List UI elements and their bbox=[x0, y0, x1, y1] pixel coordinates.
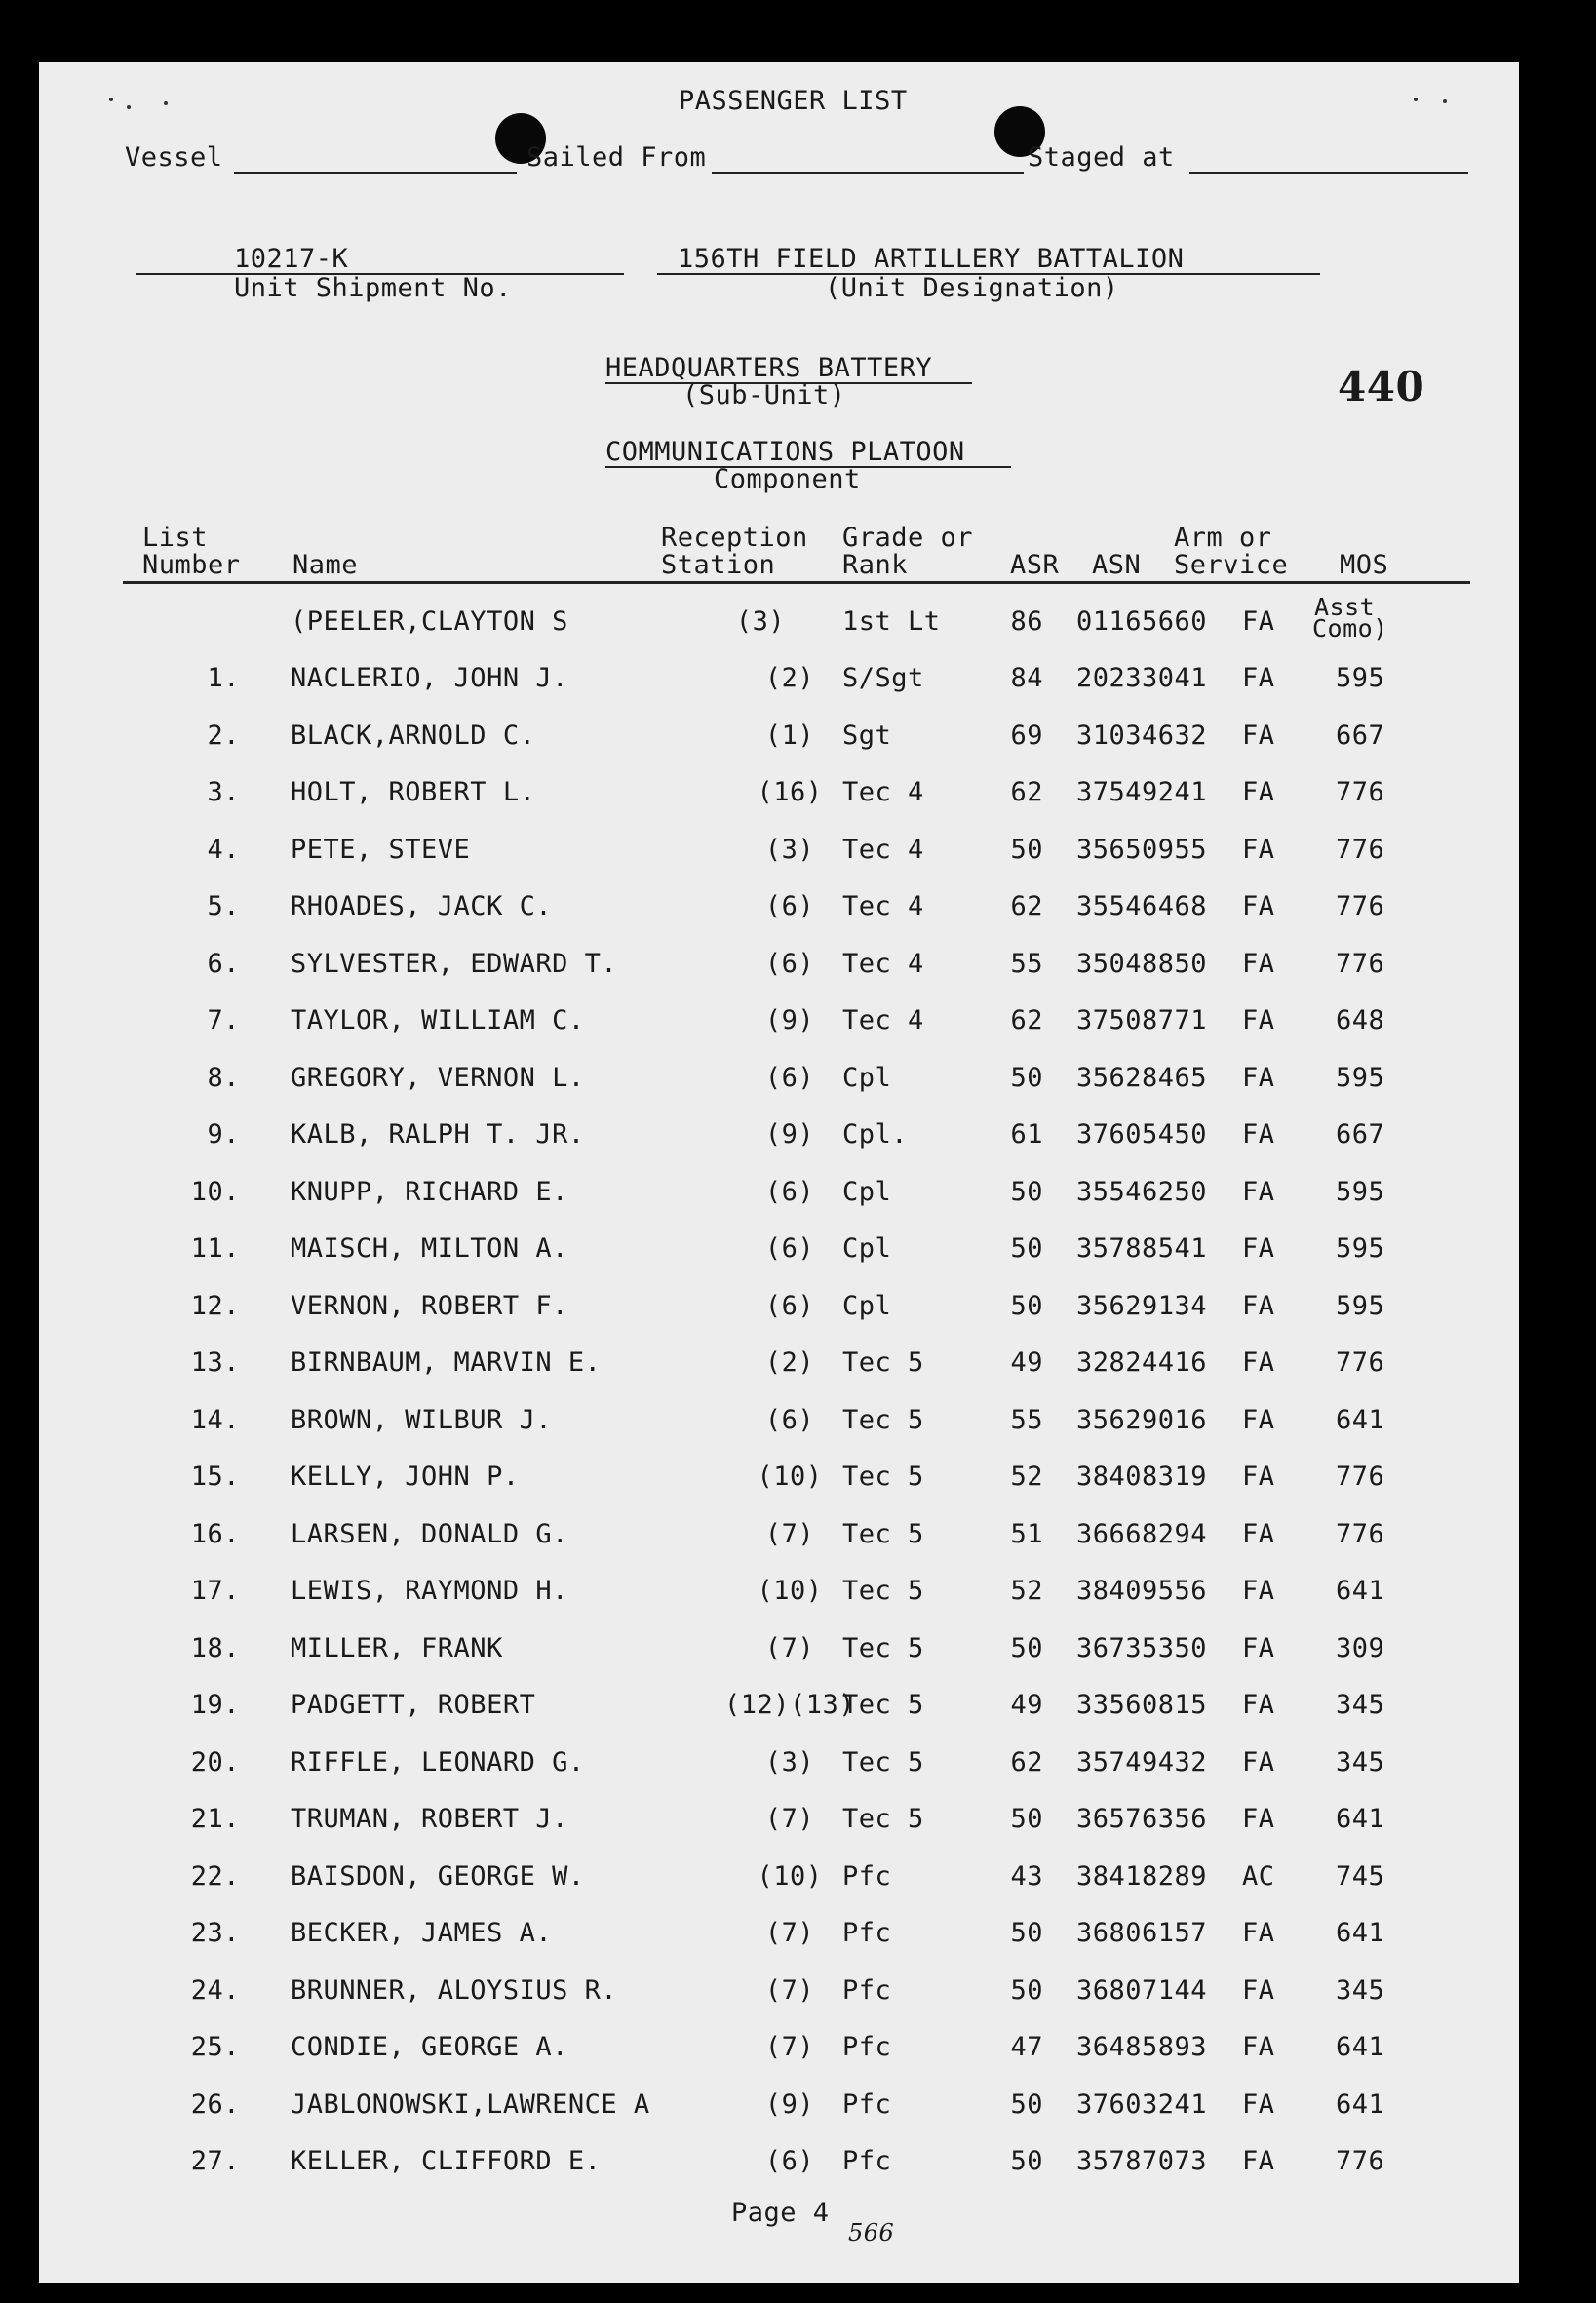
row-arm: FA bbox=[1242, 2032, 1275, 2062]
row-mos: 667 bbox=[1336, 1119, 1385, 1150]
row-station: (6) bbox=[764, 1177, 815, 1207]
row-mos: 776 bbox=[1336, 1347, 1385, 1378]
passenger-list-page bbox=[39, 62, 1519, 2283]
row-number: 20. bbox=[190, 1747, 240, 1777]
row-name: NACLERIO, JOHN J. bbox=[291, 663, 568, 693]
row-station: (6) bbox=[764, 1291, 815, 1321]
row-number: 25. bbox=[190, 2032, 240, 2062]
row-asn: 32824416 bbox=[1076, 1347, 1208, 1378]
row-station: (10) bbox=[757, 1576, 823, 1606]
component-name: COMMUNICATIONS PLATOON bbox=[605, 437, 965, 467]
row-arm: FA bbox=[1242, 1233, 1275, 1264]
row-asr: 47 bbox=[1010, 2032, 1043, 2062]
row-asn: 36806157 bbox=[1076, 1918, 1208, 1948]
row-arm: FA bbox=[1242, 1576, 1275, 1606]
row-asn: 37603241 bbox=[1076, 2089, 1208, 2120]
row-station: (9) bbox=[764, 2089, 815, 2120]
unit-shipment-number: 10217-K bbox=[234, 244, 349, 274]
vessel-line bbox=[234, 172, 517, 174]
row-grade: Tec 5 bbox=[842, 1576, 924, 1606]
row-name: HOLT, ROBERT L. bbox=[291, 777, 536, 807]
row-arm: FA bbox=[1242, 1405, 1275, 1435]
row-asr: 50 bbox=[1010, 1975, 1043, 2006]
row-number: 18. bbox=[190, 1633, 240, 1663]
staged-at-line bbox=[1189, 172, 1468, 174]
row-asr: 50 bbox=[1010, 1063, 1043, 1093]
col-header-reception-1: Reception bbox=[661, 523, 808, 553]
row-grade: Tec 5 bbox=[842, 1405, 924, 1435]
row-station: (1) bbox=[764, 721, 815, 751]
row-number: 9. bbox=[207, 1119, 240, 1150]
row-name: KNUPP, RICHARD E. bbox=[291, 1177, 568, 1207]
row-asn: 36668294 bbox=[1076, 1519, 1208, 1549]
row-grade: Tec 5 bbox=[842, 1747, 924, 1777]
page-title: PASSENGER LIST bbox=[679, 86, 908, 116]
row-asn: 35629016 bbox=[1076, 1405, 1208, 1435]
row-asr: 61 bbox=[1010, 1119, 1043, 1150]
row-arm: FA bbox=[1242, 891, 1275, 921]
row-asr: 50 bbox=[1010, 1291, 1043, 1321]
speck bbox=[127, 105, 131, 109]
row-asn: 36576356 bbox=[1076, 1804, 1208, 1834]
row-name: BLACK,ARNOLD C. bbox=[291, 721, 536, 751]
row-name: BECKER, JAMES A. bbox=[291, 1918, 553, 1948]
row-number: 12. bbox=[190, 1291, 240, 1321]
row-mos: 595 bbox=[1336, 1291, 1385, 1321]
row-asr: 51 bbox=[1010, 1519, 1043, 1549]
row-number: 16. bbox=[190, 1519, 240, 1549]
speck bbox=[164, 101, 168, 105]
row-grade: Pfc bbox=[842, 2032, 892, 2062]
row-name: VERNON, ROBERT F. bbox=[291, 1291, 568, 1321]
row-asn: 36485893 bbox=[1076, 2032, 1208, 2062]
row-asr: 50 bbox=[1010, 1918, 1043, 1948]
row-number: 24. bbox=[190, 1975, 240, 2006]
row-asr: 50 bbox=[1010, 1633, 1043, 1663]
officer-grade: 1st Lt bbox=[842, 606, 941, 637]
row-asn: 35650955 bbox=[1076, 835, 1208, 865]
row-grade: Sgt bbox=[842, 721, 892, 751]
row-arm: FA bbox=[1242, 663, 1275, 693]
row-mos: 345 bbox=[1336, 1690, 1385, 1720]
row-grade: Tec 4 bbox=[842, 835, 924, 865]
row-arm: FA bbox=[1242, 1063, 1275, 1093]
sub-unit-name: HEADQUARTERS BATTERY bbox=[605, 353, 933, 383]
row-station: (6) bbox=[764, 2146, 815, 2176]
row-number: 7. bbox=[207, 1005, 240, 1035]
row-grade: Tec 5 bbox=[842, 1633, 924, 1663]
row-number: 3. bbox=[207, 777, 240, 807]
row-number: 22. bbox=[190, 1861, 240, 1892]
row-name: LARSEN, DONALD G. bbox=[291, 1519, 568, 1549]
sailed-from-label: Sailed From bbox=[526, 142, 707, 173]
row-station: (6) bbox=[764, 1233, 815, 1264]
row-mos: 776 bbox=[1336, 891, 1385, 921]
row-asr: 55 bbox=[1010, 949, 1043, 979]
row-name: TAYLOR, WILLIAM C. bbox=[291, 1005, 585, 1035]
row-grade: Pfc bbox=[842, 1918, 892, 1948]
row-name: GREGORY, VERNON L. bbox=[291, 1063, 585, 1093]
row-arm: FA bbox=[1242, 777, 1275, 807]
col-header-list-1: List bbox=[142, 523, 209, 553]
row-mos: 776 bbox=[1336, 1462, 1385, 1492]
row-station: (7) bbox=[764, 2032, 815, 2062]
row-asr: 50 bbox=[1010, 1233, 1043, 1264]
speck bbox=[109, 98, 113, 101]
row-asr: 50 bbox=[1010, 2146, 1043, 2176]
row-asr: 69 bbox=[1010, 721, 1043, 751]
row-number: 2. bbox=[207, 721, 240, 751]
sailed-from-line bbox=[712, 172, 1024, 174]
row-mos: 641 bbox=[1336, 1576, 1385, 1606]
row-station: (7) bbox=[764, 1975, 815, 2006]
officer-name: (PEELER,CLAYTON S bbox=[291, 606, 568, 637]
row-asr: 84 bbox=[1010, 663, 1043, 693]
row-mos: 641 bbox=[1336, 1405, 1385, 1435]
handwritten-note: 566 bbox=[848, 2219, 895, 2246]
speck bbox=[1443, 99, 1447, 103]
row-number: 15. bbox=[190, 1462, 240, 1492]
vessel-label: Vessel bbox=[125, 142, 223, 173]
row-grade: Tec 5 bbox=[842, 1804, 924, 1834]
row-asr: 43 bbox=[1010, 1861, 1043, 1892]
row-mos: 648 bbox=[1336, 1005, 1385, 1035]
row-number: 13. bbox=[190, 1347, 240, 1378]
row-number: 19. bbox=[190, 1690, 240, 1720]
row-grade: Tec 5 bbox=[842, 1347, 924, 1378]
row-asn: 31034632 bbox=[1076, 721, 1208, 751]
row-arm: FA bbox=[1242, 835, 1275, 865]
row-mos: 595 bbox=[1336, 1177, 1385, 1207]
row-asn: 37508771 bbox=[1076, 1005, 1208, 1035]
row-asn: 36807144 bbox=[1076, 1975, 1208, 2006]
row-station: (7) bbox=[764, 1519, 815, 1549]
row-station: (9) bbox=[764, 1119, 815, 1150]
row-arm: FA bbox=[1242, 949, 1275, 979]
row-arm: FA bbox=[1242, 1747, 1275, 1777]
officer-mos-1: Asst bbox=[1314, 593, 1376, 621]
row-mos: 595 bbox=[1336, 663, 1385, 693]
row-number: 8. bbox=[207, 1063, 240, 1093]
row-asr: 62 bbox=[1010, 777, 1043, 807]
row-mos: 776 bbox=[1336, 1519, 1385, 1549]
row-station: (12)(13) bbox=[723, 1690, 856, 1720]
row-asr: 50 bbox=[1010, 2089, 1043, 2120]
col-header-arm-1: Arm or bbox=[1174, 523, 1272, 553]
row-asn: 35628465 bbox=[1076, 1063, 1208, 1093]
row-station: (7) bbox=[764, 1804, 815, 1834]
row-mos: 776 bbox=[1336, 2146, 1385, 2176]
row-station: (2) bbox=[764, 663, 815, 693]
row-mos: 667 bbox=[1336, 721, 1385, 751]
speck bbox=[1414, 98, 1418, 101]
header-rule bbox=[123, 581, 1470, 584]
row-grade: Cpl bbox=[842, 1177, 892, 1207]
row-arm: FA bbox=[1242, 1119, 1275, 1150]
row-mos: 776 bbox=[1336, 949, 1385, 979]
row-name: TRUMAN, ROBERT J. bbox=[291, 1804, 568, 1834]
row-name: KELLER, CLIFFORD E. bbox=[291, 2146, 602, 2176]
row-mos: 345 bbox=[1336, 1975, 1385, 2006]
row-arm: FA bbox=[1242, 2146, 1275, 2176]
row-grade: Tec 5 bbox=[842, 1519, 924, 1549]
row-asn: 38409556 bbox=[1076, 1576, 1208, 1606]
officer-asr: 86 bbox=[1010, 606, 1043, 637]
row-grade: Tec 5 bbox=[842, 1690, 924, 1720]
row-station: (6) bbox=[764, 1063, 815, 1093]
row-asn: 37549241 bbox=[1076, 777, 1208, 807]
row-name: LEWIS, RAYMOND H. bbox=[291, 1576, 568, 1606]
row-arm: FA bbox=[1242, 1291, 1275, 1321]
row-number: 4. bbox=[207, 835, 240, 865]
row-station: (9) bbox=[764, 1005, 815, 1035]
row-mos: 641 bbox=[1336, 2089, 1385, 2120]
row-number: 1. bbox=[207, 663, 240, 693]
row-grade: Pfc bbox=[842, 2089, 892, 2120]
row-asn: 35546250 bbox=[1076, 1177, 1208, 1207]
col-header-grade-2: Rank bbox=[842, 550, 909, 580]
row-grade: Pfc bbox=[842, 1975, 892, 2006]
row-number: 27. bbox=[190, 2146, 240, 2176]
row-station: (16) bbox=[757, 777, 823, 807]
row-name: BIRNBAUM, MARVIN E. bbox=[291, 1347, 602, 1378]
row-number: 5. bbox=[207, 891, 240, 921]
row-arm: FA bbox=[1242, 1462, 1275, 1492]
row-station: (7) bbox=[764, 1918, 815, 1948]
officer-station: (3) bbox=[735, 606, 786, 637]
col-header-name: Name bbox=[292, 550, 359, 580]
row-asn: 38408319 bbox=[1076, 1462, 1208, 1492]
row-asn: 35787073 bbox=[1076, 2146, 1208, 2176]
row-name: MILLER, FRANK bbox=[291, 1633, 503, 1663]
unit-shipment-label: Unit Shipment No. bbox=[234, 273, 512, 303]
row-name: RIFFLE, LEONARD G. bbox=[291, 1747, 585, 1777]
row-mos: 745 bbox=[1336, 1861, 1385, 1892]
unit-designation-label: (Unit Designation) bbox=[825, 273, 1119, 303]
row-grade: Tec 4 bbox=[842, 1005, 924, 1035]
row-arm: FA bbox=[1242, 1918, 1275, 1948]
row-grade: Tec 4 bbox=[842, 891, 924, 921]
row-number: 17. bbox=[190, 1576, 240, 1606]
row-grade: Tec 4 bbox=[842, 777, 924, 807]
row-asn: 36735350 bbox=[1076, 1633, 1208, 1663]
row-number: 6. bbox=[207, 949, 240, 979]
row-number: 21. bbox=[190, 1804, 240, 1834]
row-mos: 641 bbox=[1336, 1918, 1385, 1948]
row-asr: 52 bbox=[1010, 1462, 1043, 1492]
row-asn: 35749432 bbox=[1076, 1747, 1208, 1777]
row-name: JABLONOWSKI,LAWRENCE A bbox=[291, 2089, 650, 2120]
row-mos: 309 bbox=[1336, 1633, 1385, 1663]
row-number: 10. bbox=[190, 1177, 240, 1207]
row-arm: FA bbox=[1242, 1804, 1275, 1834]
row-name: KELLY, JOHN P. bbox=[291, 1462, 520, 1492]
row-name: MAISCH, MILTON A. bbox=[291, 1233, 568, 1264]
row-grade: Cpl bbox=[842, 1233, 892, 1264]
row-number: 11. bbox=[190, 1233, 240, 1264]
row-arm: FA bbox=[1242, 1347, 1275, 1378]
page-number: Page 4 bbox=[731, 2198, 830, 2228]
col-header-mos: MOS bbox=[1340, 550, 1389, 580]
row-station: (7) bbox=[764, 1633, 815, 1663]
row-station: (6) bbox=[764, 949, 815, 979]
row-name: BROWN, WILBUR J. bbox=[291, 1405, 553, 1435]
row-asr: 62 bbox=[1010, 891, 1043, 921]
row-asr: 52 bbox=[1010, 1576, 1043, 1606]
row-grade: Tec 5 bbox=[842, 1462, 924, 1492]
row-asr: 50 bbox=[1010, 1804, 1043, 1834]
row-arm: FA bbox=[1242, 1177, 1275, 1207]
row-name: PETE, STEVE bbox=[291, 835, 471, 865]
row-mos: 595 bbox=[1336, 1063, 1385, 1093]
row-arm: FA bbox=[1242, 1690, 1275, 1720]
unit-designation: 156TH FIELD ARTILLERY BATTALION bbox=[678, 244, 1185, 274]
row-asr: 55 bbox=[1010, 1405, 1043, 1435]
row-station: (10) bbox=[757, 1861, 823, 1892]
row-asn: 37605450 bbox=[1076, 1119, 1208, 1150]
col-header-arm-2: Service bbox=[1174, 550, 1289, 580]
col-header-asr: ASR bbox=[1010, 550, 1060, 580]
row-asr: 49 bbox=[1010, 1347, 1043, 1378]
row-grade: Cpl. bbox=[842, 1119, 909, 1150]
row-station: (6) bbox=[764, 891, 815, 921]
row-station: (3) bbox=[764, 1747, 815, 1777]
row-station: (6) bbox=[764, 1405, 815, 1435]
row-asn: 33560815 bbox=[1076, 1690, 1208, 1720]
row-name: PADGETT, ROBERT bbox=[291, 1690, 536, 1720]
staged-at-label: Staged at bbox=[1028, 142, 1175, 173]
row-name: BAISDON, GEORGE W. bbox=[291, 1861, 585, 1892]
row-number: 26. bbox=[190, 2089, 240, 2120]
row-asr: 62 bbox=[1010, 1005, 1043, 1035]
row-asn: 38418289 bbox=[1076, 1861, 1208, 1892]
page-stamp-number: 440 bbox=[1338, 363, 1425, 410]
col-header-reception-2: Station bbox=[661, 550, 776, 580]
row-asn: 35048850 bbox=[1076, 949, 1208, 979]
row-grade: Pfc bbox=[842, 1861, 892, 1892]
row-name: SYLVESTER, EDWARD T. bbox=[291, 949, 618, 979]
row-arm: FA bbox=[1242, 1633, 1275, 1663]
row-station: (3) bbox=[764, 835, 815, 865]
row-arm: FA bbox=[1242, 721, 1275, 751]
row-asn: 35629134 bbox=[1076, 1291, 1208, 1321]
row-grade: Pfc bbox=[842, 2146, 892, 2176]
component-label: Component bbox=[714, 464, 861, 494]
row-asr: 50 bbox=[1010, 835, 1043, 865]
officer-asn: 01165660 bbox=[1076, 606, 1208, 637]
row-station: (10) bbox=[757, 1462, 823, 1492]
col-header-list-2: Number bbox=[142, 550, 241, 580]
row-asr: 49 bbox=[1010, 1690, 1043, 1720]
row-mos: 345 bbox=[1336, 1747, 1385, 1777]
officer-arm: FA bbox=[1242, 606, 1275, 637]
row-mos: 641 bbox=[1336, 1804, 1385, 1834]
row-asn: 35546468 bbox=[1076, 891, 1208, 921]
row-mos: 776 bbox=[1336, 835, 1385, 865]
row-arm: FA bbox=[1242, 1519, 1275, 1549]
row-mos: 641 bbox=[1336, 2032, 1385, 2062]
row-asr: 50 bbox=[1010, 1177, 1043, 1207]
row-mos: 595 bbox=[1336, 1233, 1385, 1264]
row-arm: FA bbox=[1242, 1005, 1275, 1035]
sub-unit-label: (Sub-Unit) bbox=[682, 380, 846, 410]
col-header-asn: ASN bbox=[1092, 550, 1142, 580]
row-grade: Tec 4 bbox=[842, 949, 924, 979]
row-arm: FA bbox=[1242, 2089, 1275, 2120]
row-mos: 776 bbox=[1336, 777, 1385, 807]
row-grade: Cpl bbox=[842, 1291, 892, 1321]
row-grade: Cpl bbox=[842, 1063, 892, 1093]
row-asn: 20233041 bbox=[1076, 663, 1208, 693]
row-arm: FA bbox=[1242, 1975, 1275, 2006]
row-name: RHOADES, JACK C. bbox=[291, 891, 553, 921]
col-header-grade-1: Grade or bbox=[842, 523, 974, 553]
row-name: BRUNNER, ALOYSIUS R. bbox=[291, 1975, 618, 2006]
row-name: KALB, RALPH T. JR. bbox=[291, 1119, 585, 1150]
row-name: CONDIE, GEORGE A. bbox=[291, 2032, 568, 2062]
row-number: 23. bbox=[190, 1918, 240, 1948]
row-arm: AC bbox=[1242, 1861, 1275, 1892]
row-asn: 35788541 bbox=[1076, 1233, 1208, 1264]
row-grade: S/Sgt bbox=[842, 663, 924, 693]
row-asr: 62 bbox=[1010, 1747, 1043, 1777]
row-number: 14. bbox=[190, 1405, 240, 1435]
officer-mos-2: Como) bbox=[1312, 614, 1388, 643]
row-station: (2) bbox=[764, 1347, 815, 1378]
